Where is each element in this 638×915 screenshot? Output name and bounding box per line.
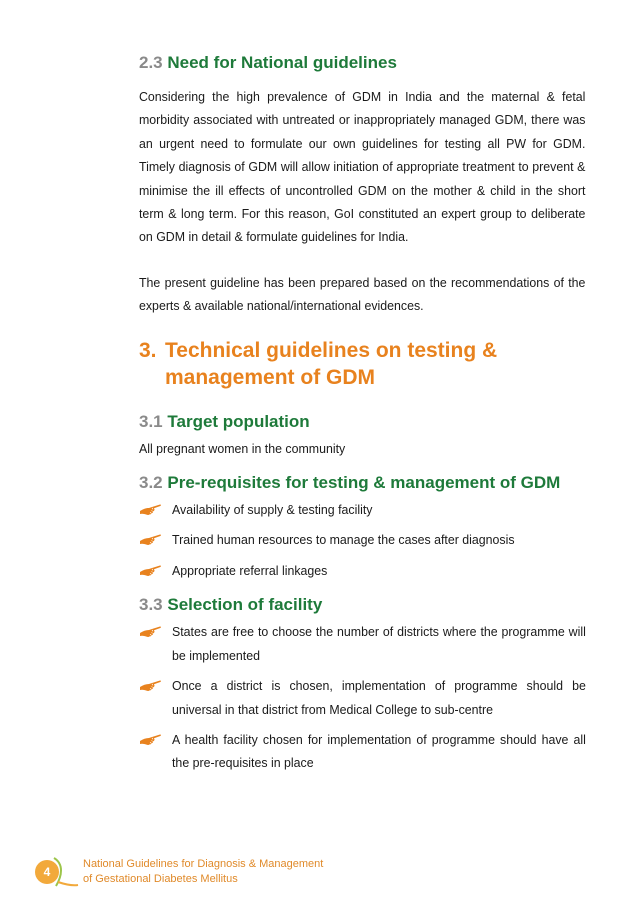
list-item <box>139 528 585 551</box>
section-3-2-title: Pre-requisites for testing & management of GDM <box>167 473 561 493</box>
pointing-hand-icon <box>139 563 161 577</box>
list-item <box>139 498 585 521</box>
section-3-2-bullet-list <box>139 498 585 582</box>
section-3-number: 3. <box>139 338 157 362</box>
pointing-hand-icon <box>139 624 161 638</box>
pointing-hand-icon <box>139 678 161 692</box>
section-2-3-paragraph-2: The present guideline has been prepared based on the recommendations of the experts & available national/international evidences. <box>139 274 586 314</box>
section-3-heading <box>139 337 585 391</box>
footer-line-2: of Gestational Diabetes Mellitus <box>83 873 238 885</box>
section-3-3-title: Selection of facility <box>167 595 323 615</box>
page-content <box>139 52 585 775</box>
section-3-1-text: All pregnant women in the community <box>139 440 346 456</box>
footer-line-1: National Guidelines for Diagnosis & Management <box>83 858 324 870</box>
section-2-3-number: 2.3 <box>139 53 163 72</box>
list-item <box>139 674 585 721</box>
section-3-1-number: 3.1 <box>139 411 163 431</box>
section-3-1-title: Target population <box>167 411 310 431</box>
bullet-text: Trained human resources to manage the cases after diagnosis <box>172 532 515 548</box>
footer-title <box>83 857 323 887</box>
section-2-3-paragraph-1: Considering the high prevalence of GDM in India and the maternal & fetal morbidity associated with untreated or inappropriately managed GDM, there was an urgent need to formulate our own guidelines for testing all PW for GDM. Timely diagnosis of GDM will allow initiation of appropriate treatment to prevent & minimise the ill effects of uncontrolled GDM on the mother & child in the short term & long term. For this reason, GoI constituted an expert group to deliberate on GDM in detail & formulate guidelines for India. <box>139 89 586 245</box>
section-3-3-number: 3.3 <box>139 595 163 615</box>
section-3-3-bullet-list <box>139 620 585 774</box>
bullet-text: Availability of supply & testing facility <box>172 502 373 518</box>
list-item <box>139 620 585 667</box>
section-2-3-heading <box>139 52 585 74</box>
section-3-2-heading <box>139 472 585 494</box>
bullet-text: Appropriate referral linkages <box>172 562 328 578</box>
list-item <box>139 728 585 775</box>
section-2-3-title: Need for National guidelines <box>167 53 397 72</box>
pointing-hand-icon <box>139 532 161 546</box>
pointing-hand-icon <box>139 732 161 746</box>
bullet-text: A health facility chosen for implementation of programme should have all the pre-requisites in place <box>172 731 586 771</box>
section-3-title: Technical guidelines on testing & management of GDM <box>165 338 498 389</box>
page-number: 4 <box>35 860 59 884</box>
bullet-text: Once a district is chosen, implementation of programme should be universal in that district from Medical College to sub-centre <box>172 678 586 717</box>
list-item <box>139 559 585 582</box>
section-3-3-heading <box>139 594 585 616</box>
section-3-1-heading <box>139 411 585 433</box>
pointing-hand-icon <box>139 502 161 516</box>
bullet-text: States are free to choose the number of districts where the programme will be implemented <box>172 624 586 663</box>
section-3-2-number: 3.2 <box>139 473 163 493</box>
